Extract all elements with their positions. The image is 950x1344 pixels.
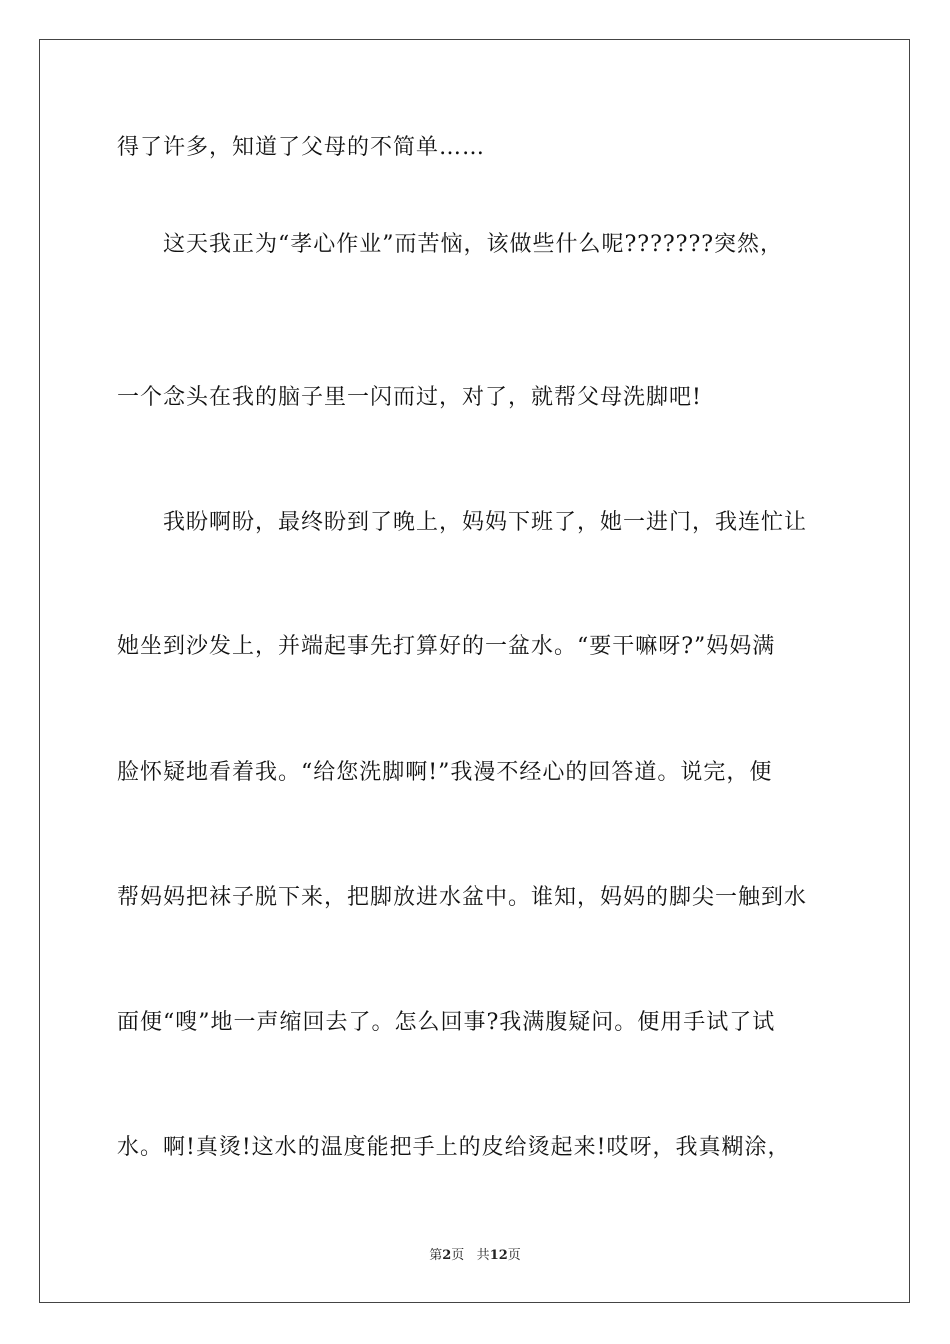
current-page-number: 2	[442, 1248, 452, 1263]
text-line: 面便“嗖”地一声缩回去了。怎么回事?我满腹疑问。便用手试了试	[117, 1010, 776, 1035]
text-line: 得了许多，知道了父母的不简单……	[117, 135, 486, 160]
total-label-prefix: 共	[476, 1248, 490, 1263]
total-pages-number: 12	[489, 1248, 508, 1263]
text-line: 脸怀疑地看着我。“给您洗脚啊!”我漫不经心的回答道。说完，便	[117, 760, 773, 785]
page-footer	[0, 1247, 950, 1265]
text-line: 水。啊!真烫!这水的温度能把手上的皮给烫起来!哎呀，我真糊涂，	[117, 1135, 791, 1160]
text-line: 帮妈妈把袜子脱下来，把脚放进水盆中。谁知，妈妈的脚尖一触到水	[117, 885, 808, 910]
text-line: 一个念头在我的脑子里一闪而过，对了，就帮父母洗脚吧!	[117, 385, 702, 410]
text-line: 这天我正为“孝心作业”而苦恼，该做些什么呢???????突然，	[117, 232, 784, 257]
page-label-suffix: 页	[451, 1248, 465, 1263]
text-line: 她坐到沙发上，并端起事先打算好的一盆水。“要干嘛呀?”妈妈满	[117, 634, 776, 659]
total-label-suffix: 页	[507, 1248, 521, 1263]
text-line: 我盼啊盼，最终盼到了晚上，妈妈下班了，她一进门，我连忙让	[117, 510, 808, 535]
page-label-prefix: 第	[429, 1248, 443, 1263]
page-border	[39, 39, 910, 1303]
